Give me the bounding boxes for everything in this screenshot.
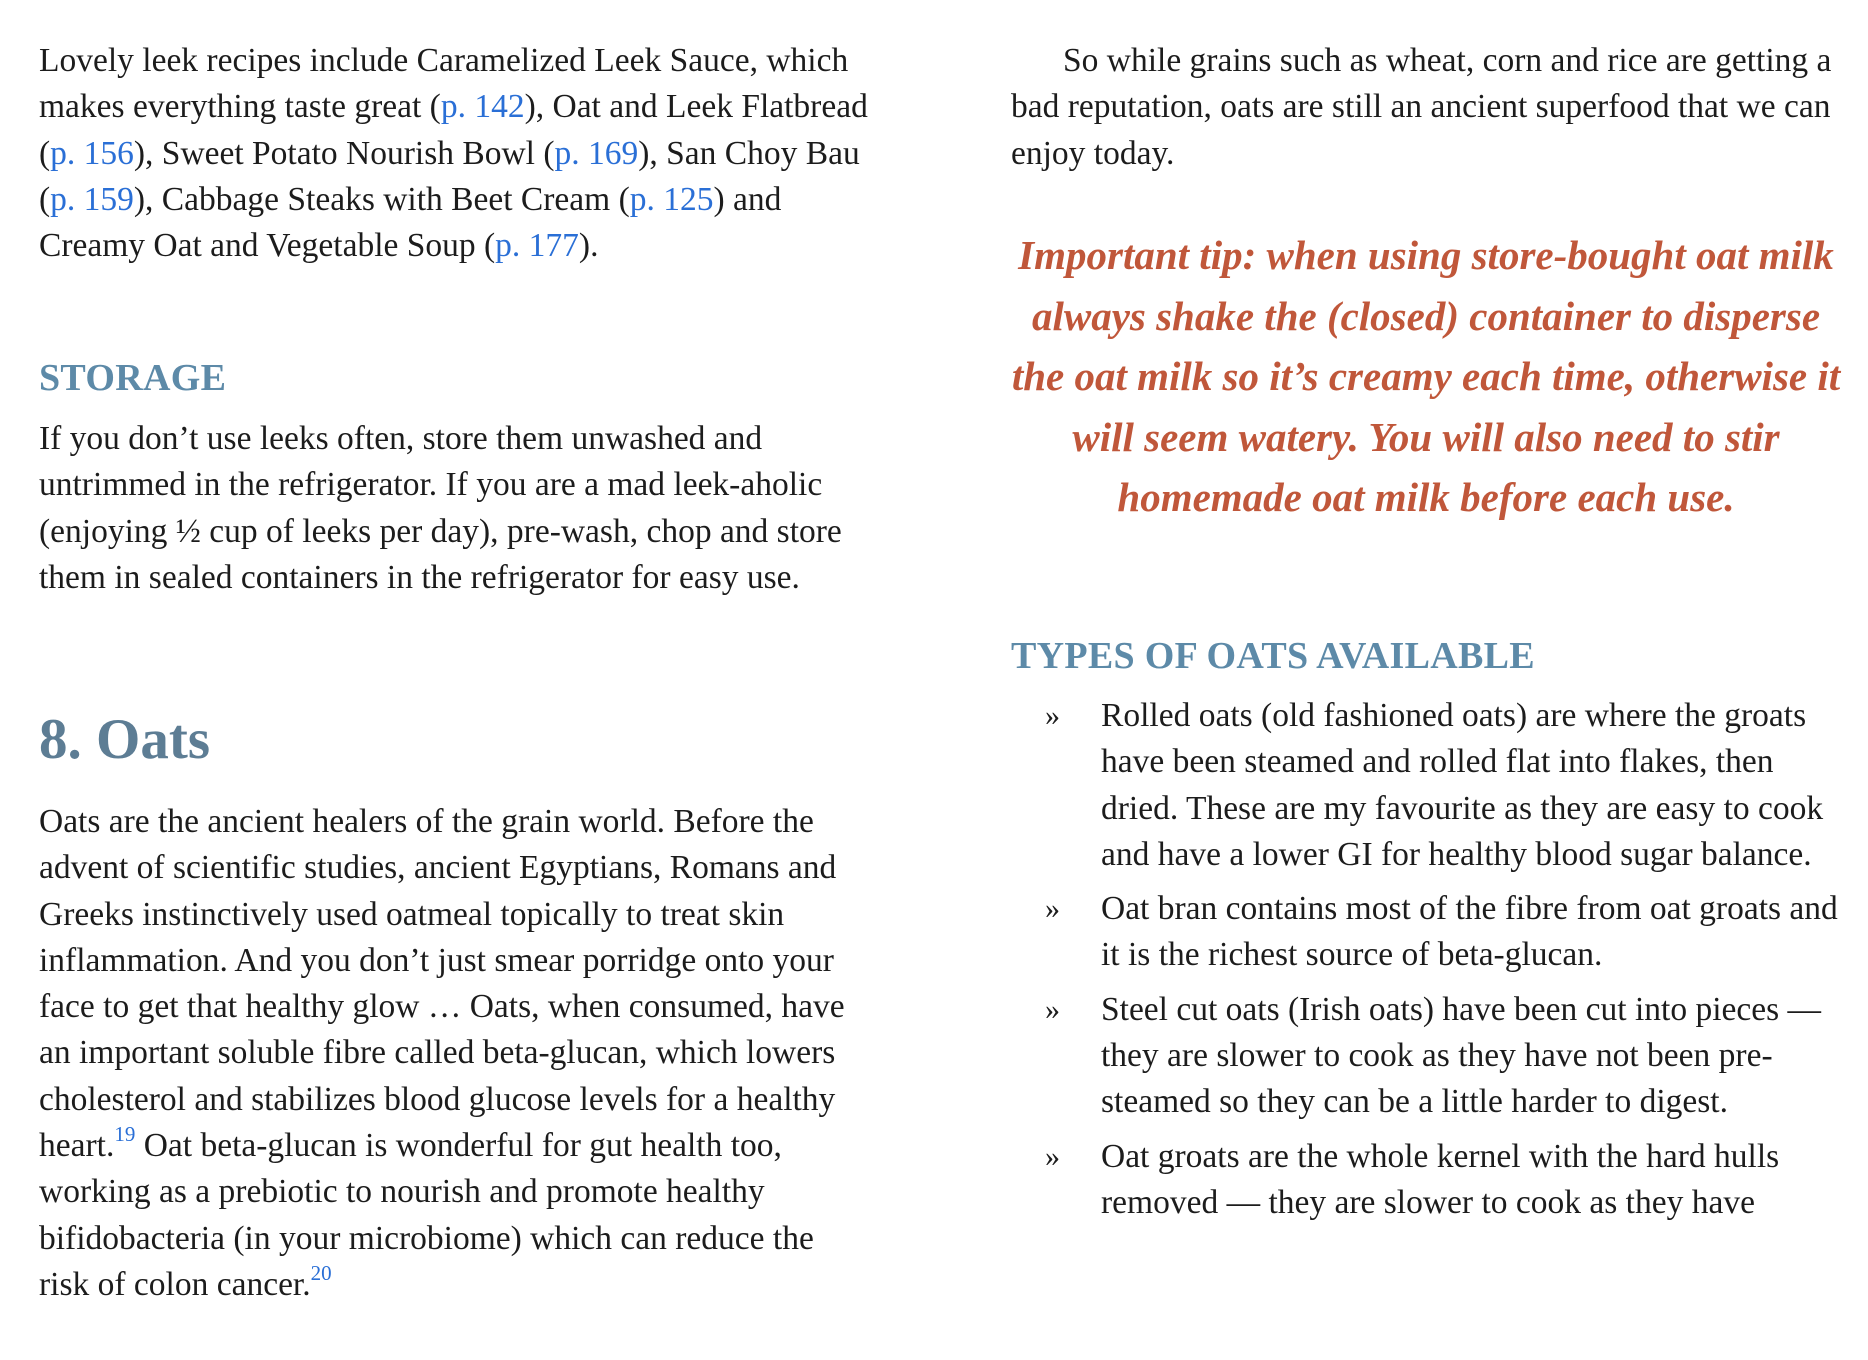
list-item-text: Oat groats are the whole kernel with the hard hulls removed — they are slower to cook as they have	[1101, 1137, 1780, 1221]
types-of-oats-heading: TYPES OF OATS AVAILABLE	[1011, 635, 1535, 677]
storage-heading: STORAGE	[39, 357, 227, 399]
list-item-text: Oat bran contains most of the fibre from oat groats and it is the richest source of beta-glucan.	[1101, 890, 1838, 974]
leek-recipes-paragraph	[39, 38, 869, 269]
oat-types-list	[1011, 693, 1841, 1234]
intro-text-3: ), Sweet Potato Nourish Bowl (	[133, 134, 555, 172]
list-item	[1011, 886, 1841, 979]
grains-paragraph: So while grains such as wheat, corn and rice are getting a bad reputation, oats are still an ancient superfood that we can enjoy today.	[1011, 42, 1832, 172]
oats-section-heading: 8. Oats	[39, 708, 210, 771]
bullet-icon: »	[1045, 699, 1060, 732]
oats-text-2: Oat beta-glucan is wonderful for gut health too, working as a prebiotic to nourish and promote healthy bifidobacteria (in your microbiome) which can reduce the risk of colon cancer.	[39, 1127, 814, 1303]
important-tip-callout: Important tip: when using store-bought oat milk always shake the (closed) container to disperse the oat milk so it’s creamy each time, otherwise it will seem watery. You will also need to stir homemade oat milk before each use.	[1011, 232, 1841, 520]
list-item	[1011, 987, 1841, 1126]
oats-text-1: Oats are the ancient healers of the grain world. Before the advent of scientific studies, ancient Egyptians, Romans and Greeks instinctively used oatmeal topically to treat skin inflammation. And you don’t just smear porridge onto your face to get that healthy glow … Oats, when consumed, have an important soluble fibre called beta-glucan, which lowers cholesterol and stabilizes blood glucose levels for a healthy heart.	[39, 803, 845, 1165]
page-ref-156-link[interactable]: p. 156	[50, 134, 134, 172]
page-ref-169-link[interactable]: p. 169	[554, 134, 639, 172]
footnote-19-link[interactable]: 19	[114, 1122, 136, 1147]
intro-text-1: Lovely leek recipes include Caramelized Leek Sauce, which makes everything taste great (	[39, 42, 849, 126]
intro-text-5: ), Cabbage Steaks with Beet Cream (	[133, 180, 630, 218]
list-item	[1011, 693, 1841, 878]
intro-text-6: ) and Creamy Oat and Vegetable Soup (	[39, 180, 782, 265]
oats-paragraph	[39, 799, 869, 1308]
page-ref-142-link[interactable]: p. 142	[440, 88, 525, 126]
page-ref-159-link[interactable]: p. 159	[50, 180, 134, 218]
intro-text-2: ), Oat and Leek Flatbread (	[39, 88, 868, 172]
storage-paragraph: If you don’t use leeks often, store them unwashed and untrimmed in the refrigerator. If you are a mad leek-aholic (enjoying ½ cup of leeks per day), pre-wash, chop and store them in sealed containers in the refrigerator for easy use.	[39, 420, 842, 596]
page-ref-125-link[interactable]: p. 125	[629, 180, 714, 218]
intro-text-7: ).	[578, 227, 599, 265]
list-item	[1011, 1134, 1841, 1227]
bullet-icon: »	[1045, 992, 1060, 1026]
list-item-text: Steel cut oats (Irish oats) have been cut into pieces — they are slower to cook as they have not been pre-steamed so they can be a little harder to digest.	[1101, 990, 1822, 1121]
page-ref-177-link[interactable]: p. 177	[495, 227, 579, 265]
footnote-20-link[interactable]: 20	[310, 1260, 332, 1285]
list-item-text: Rolled oats (old fashioned oats) are where the groats have been steamed and rolled flat into flakes, then dried. These are my favourite as they are easy to cook and have a lower GI for healthy blood sugar balance.	[1101, 697, 1824, 873]
bullet-icon: »	[1045, 1139, 1060, 1173]
bullet-icon: »	[1045, 892, 1060, 926]
intro-text-4: ), San Choy Bau (	[39, 134, 860, 218]
